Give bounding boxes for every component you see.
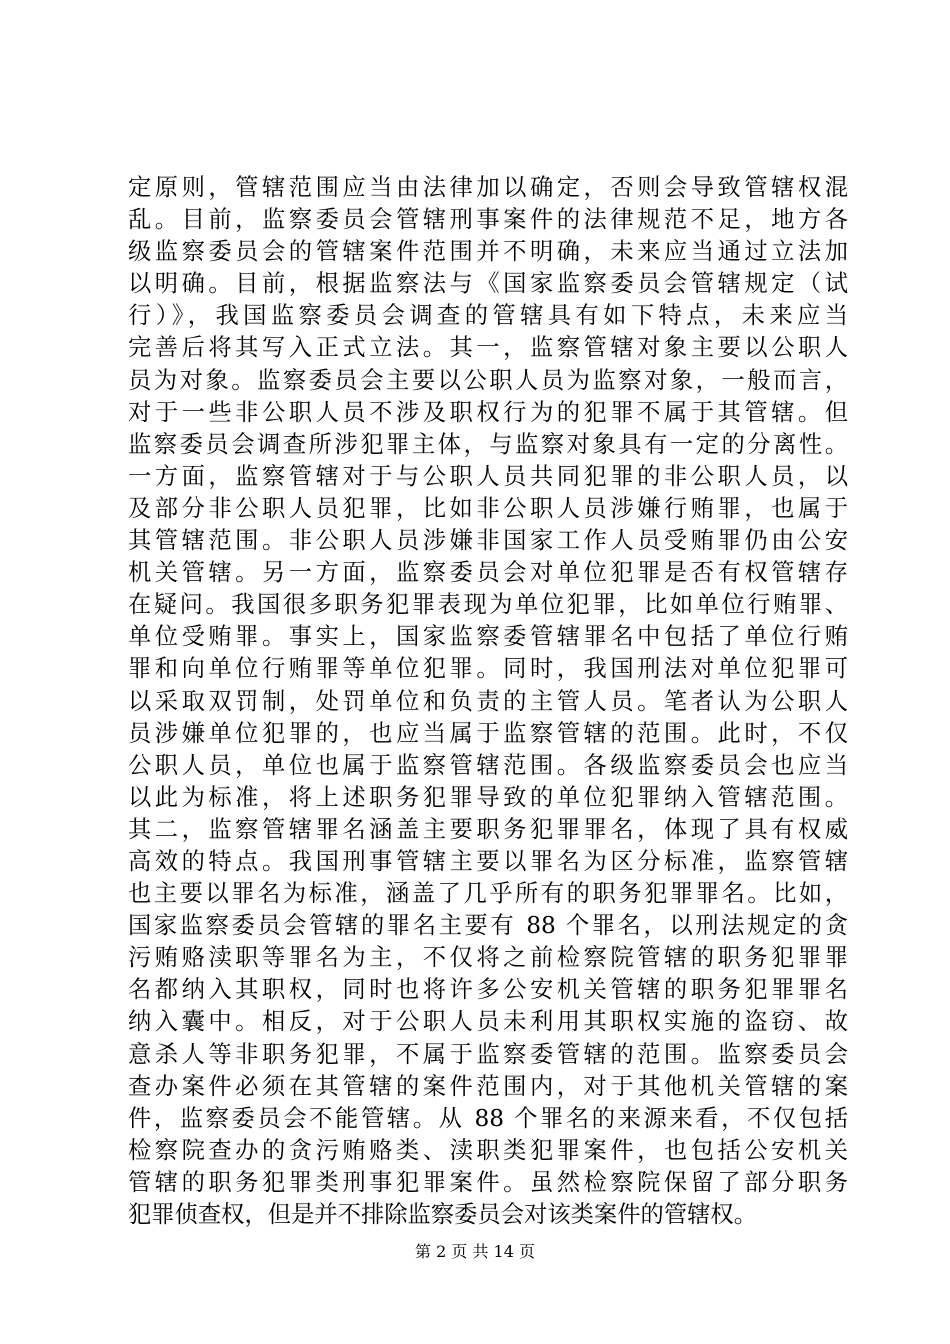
body-text-line: 对于一些非公职人员不涉及职权行为的犯罪不属于其管辖。但 bbox=[128, 398, 848, 426]
body-text-line: 级监察委员会的管辖案件范围并不明确，未来应当通过立法加 bbox=[128, 238, 848, 266]
body-text-line: 在疑问。我国很多职务犯罪表现为单位犯罪，比如单位行贿罪、 bbox=[128, 591, 848, 619]
body-text-line: 名都纳入其职权，同时也将许多公安机关管辖的职务犯罪罪名 bbox=[128, 976, 848, 1004]
body-text-line: 定原则，管辖范围应当由法律加以确定，否则会导致管辖权混 bbox=[128, 174, 848, 201]
body-text-line: 纳入囊中。相反，对于公职人员未利用其职权实施的盗窃、故 bbox=[128, 1008, 848, 1036]
body-text-line: 管辖的职务犯罪类刑事犯罪案件。虽然检察院保留了部分职务 bbox=[128, 1168, 848, 1196]
body-text-line: 国家监察委员会管辖的罪名主要有 88 个罪名，以刑法规定的贪 bbox=[128, 912, 848, 940]
body-text-line: 意杀人等非职务犯罪，不属于监察委管辖的范围。监察委员会 bbox=[128, 1040, 848, 1068]
body-text-line: 以此为标准，将上述职务犯罪导致的单位犯罪纳入管辖范围。 bbox=[128, 783, 848, 811]
body-text-line: 犯罪侦查权，但是并不排除监察委员会对该类案件的管辖权。 bbox=[128, 1201, 758, 1228]
body-text-line: 单位受贿罪。事实上，国家监察委管辖罪名中包括了单位行贿 bbox=[128, 623, 848, 651]
body-text-line: 其二，监察管辖罪名涵盖主要职务犯罪罪名，体现了具有权威 bbox=[128, 815, 848, 843]
body-text-line: 查办案件必须在其管辖的案件范围内，对于其他机关管辖的案 bbox=[128, 1072, 848, 1100]
body-text-line: 完善后将其写入正式立法。其一，监察管辖对象主要以公职人 bbox=[128, 334, 848, 362]
body-text-line: 件，监察委员会不能管辖。从 88 个罪名的来源来看，不仅包括 bbox=[128, 1104, 848, 1132]
body-text bbox=[128, 172, 848, 1231]
page-number-footer: 第 2 页 共 14 页 bbox=[415, 1242, 535, 1261]
body-text-line: 高效的特点。我国刑事管辖主要以罪名为区分标准，监察管辖 bbox=[128, 847, 848, 875]
body-text-line: 以明确。目前，根据监察法与《国家监察委员会管辖规定（试 bbox=[128, 270, 848, 298]
body-text-line: 机关管辖。另一方面，监察委员会对单位犯罪是否有权管辖存 bbox=[128, 559, 848, 587]
body-text-line: 污贿赂渎职等罪名为主，不仅将之前检察院管辖的职务犯罪罪 bbox=[128, 944, 848, 972]
body-text-line: 检察院查办的贪污贿赂类、渎职类犯罪案件，也包括公安机关 bbox=[128, 1136, 848, 1164]
body-text-line: 其管辖范围。非公职人员涉嫌非国家工作人员受贿罪仍由公安 bbox=[128, 527, 848, 555]
body-text-line: 及部分非公职人员犯罪，比如非公职人员涉嫌行贿罪，也属于 bbox=[128, 494, 848, 522]
body-text-line: 员涉嫌单位犯罪的，也应当属于监察管辖的范围。此时，不仅 bbox=[128, 719, 848, 747]
body-text-line: 监察委员会调查所涉犯罪主体，与监察对象具有一定的分离性。 bbox=[128, 430, 848, 458]
body-text-line: 也主要以罪名为标准，涵盖了几乎所有的职务犯罪罪名。比如， bbox=[128, 880, 848, 908]
body-text-line: 以采取双罚制，处罚单位和负责的主管人员。笔者认为公职人 bbox=[128, 687, 848, 715]
body-text-line: 公职人员，单位也属于监察管辖范围。各级监察委员会也应当 bbox=[128, 751, 848, 779]
body-text-line: 员为对象。监察委员会主要以公职人员为监察对象，一般而言， bbox=[128, 366, 848, 394]
body-text-line: 罪和向单位行贿罪等单位犯罪。同时，我国刑法对单位犯罪可 bbox=[128, 655, 848, 683]
body-text-line: 行）》，我国监察委员会调查的管辖具有如下特点，未来应当 bbox=[128, 302, 848, 330]
body-text-line: 一方面，监察管辖对于与公职人员共同犯罪的非公职人员，以 bbox=[128, 462, 848, 490]
body-text-line: 乱。目前，监察委员会管辖刑事案件的法律规范不足，地方各 bbox=[128, 206, 848, 234]
